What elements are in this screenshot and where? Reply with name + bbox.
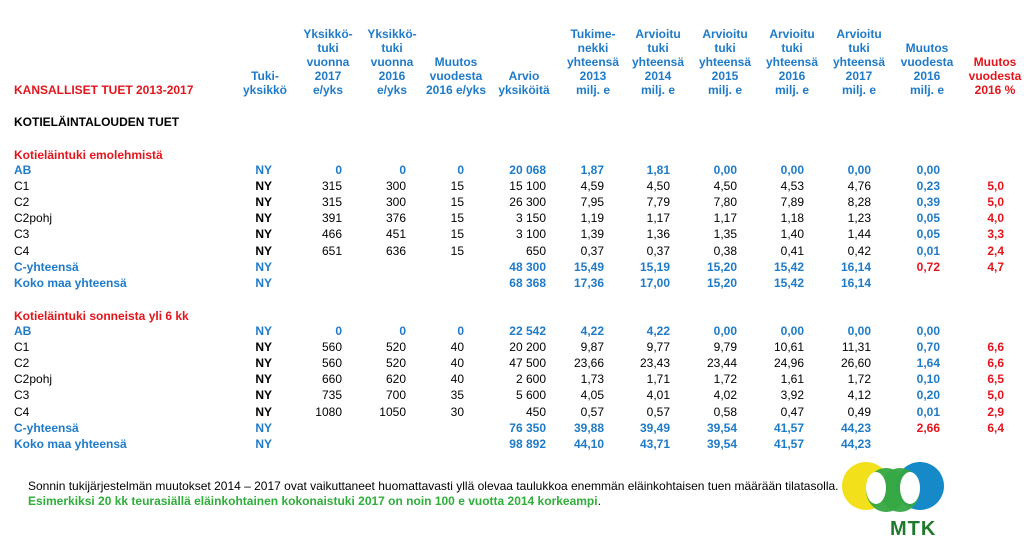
table-cell-y2013: 0,57 — [580, 404, 604, 419]
table-cell-chg: 40 — [450, 356, 464, 371]
footnote-highlight: Esimerkiksi 20 kk teurasiällä eläinkohtainen kokonaistuki 2017 on noin 100 e vuotta 2014 korkeampi — [28, 494, 598, 508]
table-cell-units: 2 600 — [515, 372, 546, 387]
row-label: C3 — [14, 388, 30, 403]
table-cell-y2015: 15,20 — [706, 275, 737, 290]
table-cell-t2016: 0 — [399, 163, 406, 177]
column-header-line: yhteensä — [566, 55, 620, 69]
table-cell-chg: 40 — [450, 340, 464, 355]
column-header-line: 2014 — [644, 69, 672, 83]
table-cell-y2014: 0,37 — [646, 243, 670, 258]
column-header-line: tuki — [848, 41, 870, 55]
column-header-line: 2016 e/yks — [425, 83, 487, 97]
table-cell-y2017: 0,49 — [847, 404, 871, 419]
table-cell-y2017: 44,23 — [840, 420, 871, 435]
table-cell-y2017: 16,14 — [840, 275, 871, 290]
table-cell-units: 15 100 — [509, 179, 546, 194]
table-cell-y2014: 39,49 — [639, 420, 670, 435]
column-header-line: 2016 — [378, 69, 406, 83]
table-cell-y2014: 43,71 — [639, 436, 670, 451]
table-cell-chg_p: 5,0 — [987, 388, 1004, 403]
column-header-line: tuki — [781, 41, 803, 55]
table-cell-y2015: 1,17 — [713, 211, 737, 226]
table-row — [0, 355, 1024, 371]
table-cell-units: 22 542 — [509, 324, 546, 338]
column-header — [484, 69, 564, 97]
table-cell-chg: 15 — [450, 211, 464, 226]
table-cell-unit: NY — [255, 420, 272, 435]
table-cell-t2017: 466 — [321, 227, 342, 242]
table-cell-t2017: 660 — [321, 372, 342, 387]
row-label: C3 — [14, 227, 30, 242]
table-row — [0, 194, 1024, 210]
table-row — [0, 323, 1024, 339]
table-cell-y2015: 4,02 — [713, 388, 737, 403]
row-label: C2pohj — [14, 211, 53, 226]
table-cell-y2015: 39,54 — [706, 420, 737, 435]
table-cell-y2014: 15,19 — [639, 259, 670, 274]
table-cell-y2013: 23,66 — [573, 356, 604, 371]
table-cell-unit: NY — [255, 388, 272, 403]
table-cell-y2016: 1,61 — [780, 372, 804, 387]
column-header-line: e/yks — [376, 83, 408, 97]
table-cell-chg_m: 0,05 — [916, 227, 940, 242]
table-row — [0, 259, 1024, 275]
table-cell-unit: NY — [255, 436, 272, 451]
table-cell-y2017: 1,44 — [847, 227, 871, 242]
table-cell-y2013: 7,95 — [580, 195, 604, 210]
column-header-line: yhteensä — [631, 55, 685, 69]
table-cell-t2016: 620 — [385, 372, 406, 387]
table-cell-t2016: 1050 — [379, 404, 406, 419]
table-cell-chg_p: 2,9 — [987, 404, 1004, 419]
table-row — [0, 243, 1024, 259]
table-cell-y2017: 26,60 — [840, 356, 871, 371]
table-cell-chg_m: 0,39 — [916, 195, 940, 210]
table-cell-chg: 15 — [450, 227, 464, 242]
column-header-line: Tuki- — [251, 69, 279, 83]
table-cell-chg_m: 0,05 — [916, 211, 940, 226]
table-cell-units: 3 150 — [515, 211, 546, 226]
table-row — [0, 387, 1024, 403]
row-label: C4 — [14, 243, 30, 258]
table-cell-y2015: 0,38 — [713, 243, 737, 258]
table-cell-chg_p: 3,3 — [987, 227, 1004, 242]
table-cell-y2015: 0,00 — [713, 163, 737, 177]
row-label: C2pohj — [14, 372, 53, 387]
table-cell-chg: 35 — [450, 388, 464, 403]
table-cell-y2017: 16,14 — [840, 259, 871, 274]
table-cell-y2015: 7,80 — [713, 195, 737, 210]
table-cell-chg_p: 5,0 — [987, 195, 1004, 210]
table-cell-chg_p: 6,5 — [987, 372, 1004, 387]
column-header-line: 2017 — [314, 69, 342, 83]
table-cell-y2014: 4,50 — [646, 179, 670, 194]
row-label: C1 — [14, 179, 30, 194]
column-header-line: yhteensä — [832, 55, 886, 69]
column-header-line: vuodesta — [429, 69, 483, 83]
column-header-line: e/yks — [312, 83, 344, 97]
table-cell-unit: NY — [255, 340, 272, 355]
mtk-logo — [838, 458, 948, 543]
table-cell-unit: NY — [255, 356, 272, 371]
column-header-line: milj. e — [707, 83, 742, 97]
table-cell-y2014: 23,43 — [639, 356, 670, 371]
table-cell-y2013: 17,36 — [573, 275, 604, 290]
table-cell-y2013: 4,05 — [580, 388, 604, 403]
table-cell-chg: 40 — [450, 372, 464, 387]
column-header-line: tuki — [647, 41, 669, 55]
table-cell-units: 5 600 — [515, 388, 546, 403]
table-cell-t2016: 520 — [385, 356, 406, 371]
table-cell-y2017: 44,23 — [840, 436, 871, 451]
column-header-line: yhteensä — [765, 55, 819, 69]
column-header-line: Yksikkö- — [303, 27, 353, 41]
table-cell-chg_m: 2,66 — [916, 420, 940, 435]
table-cell-y2017: 0,00 — [847, 163, 871, 177]
column-header-line: Tukime- — [570, 27, 616, 41]
table-cell-y2016: 10,61 — [773, 340, 804, 355]
table-cell-y2014: 4,01 — [646, 388, 670, 403]
table-cell-chg_m: 0,70 — [916, 340, 940, 355]
table-cell-unit: NY — [255, 275, 272, 290]
table-cell-y2016: 41,57 — [773, 420, 804, 435]
table-cell-t2017: 0 — [335, 324, 342, 338]
table-cell-y2016: 15,42 — [773, 259, 804, 274]
row-label: C2 — [14, 195, 30, 210]
column-header-line: 2016 — [913, 69, 941, 83]
table-cell-unit: NY — [255, 179, 272, 194]
column-header-line: tuki — [317, 41, 339, 55]
table-cell-y2013: 4,59 — [580, 179, 604, 194]
table-cell-chg_m: 1,64 — [916, 356, 940, 371]
table-cell-y2013: 1,73 — [580, 372, 604, 387]
table-cell-y2017: 1,23 — [847, 211, 871, 226]
column-header-line: milj. e — [909, 83, 944, 97]
table-cell-chg_m: 0,10 — [916, 372, 940, 387]
table-cell-y2016: 15,42 — [773, 275, 804, 290]
table-row — [0, 339, 1024, 355]
table-cell-y2016: 0,47 — [780, 404, 804, 419]
table-cell-chg_m: 0,00 — [916, 324, 940, 338]
table-cell-t2016: 636 — [385, 243, 406, 258]
table-cell-y2014: 1,36 — [646, 227, 670, 242]
table-row — [0, 420, 1024, 436]
table-cell-chg_p: 2,4 — [987, 243, 1004, 258]
table-cell-units: 3 100 — [515, 227, 546, 242]
column-header-line: 2015 — [711, 69, 739, 83]
column-header-line: vuonna — [306, 55, 350, 69]
column-header-line: yksiköitä — [498, 83, 550, 97]
column-header-line: Yksikkö- — [367, 27, 417, 41]
table-cell-y2016: 4,53 — [780, 179, 804, 194]
column-header-line: Muutos — [905, 41, 949, 55]
table-cell-t2017: 315 — [321, 179, 342, 194]
row-label: C2 — [14, 356, 30, 371]
table-cell-y2016: 24,96 — [773, 356, 804, 371]
table-cell-unit: NY — [255, 372, 272, 387]
table-cell-t2017: 315 — [321, 195, 342, 210]
column-header-line: 2013 — [579, 69, 607, 83]
table-cell-units: 26 300 — [509, 195, 546, 210]
table-cell-units: 48 300 — [509, 259, 546, 274]
table-cell-t2016: 451 — [385, 227, 406, 242]
table-cell-unit: NY — [255, 243, 272, 258]
table-cell-t2016: 300 — [385, 195, 406, 210]
table-cell-y2014: 7,79 — [646, 195, 670, 210]
table-cell-y2014: 9,77 — [646, 340, 670, 355]
table-cell-y2017: 8,28 — [847, 195, 871, 210]
table-cell-y2015: 0,58 — [713, 404, 737, 419]
table-cell-chg_p: 6,4 — [987, 420, 1004, 435]
table-cell-units: 76 350 — [509, 420, 546, 435]
column-header-line: Muutos — [434, 55, 478, 69]
table-cell-t2017: 651 — [321, 243, 342, 258]
table-cell-y2015: 15,20 — [706, 259, 737, 274]
table-cell-y2014: 4,22 — [646, 324, 670, 338]
table-cell-chg: 15 — [450, 195, 464, 210]
table-cell-chg_m: 0,01 — [916, 404, 940, 419]
table-cell-y2017: 1,72 — [847, 372, 871, 387]
table-cell-t2017: 0 — [335, 163, 342, 177]
table-cell-y2016: 0,00 — [780, 163, 804, 177]
row-label: Koko maa yhteensä — [14, 436, 127, 451]
table-row — [0, 404, 1024, 420]
table-cell-units: 20 200 — [509, 340, 546, 355]
column-header-line: milj. e — [841, 83, 876, 97]
group-title: Kotieläintuki emolehmistä — [14, 148, 163, 162]
table-cell-chg_p: 6,6 — [987, 356, 1004, 371]
table-cell-y2016: 0,00 — [780, 324, 804, 338]
column-header-line: milj. e — [575, 83, 610, 97]
column-header-line: milj. e — [774, 83, 809, 97]
table-cell-y2017: 4,76 — [847, 179, 871, 194]
table-row — [0, 210, 1024, 226]
table-cell-y2013: 4,22 — [580, 324, 604, 338]
table-cell-t2017: 560 — [321, 356, 342, 371]
table-row — [0, 226, 1024, 242]
column-header-line: 2016 — [778, 69, 806, 83]
mtk-logo-text: MTK — [890, 518, 937, 540]
table-cell-chg_m: 0,72 — [916, 259, 940, 274]
table-cell-chg_p: 6,6 — [987, 340, 1004, 355]
table-cell-y2016: 1,18 — [780, 211, 804, 226]
table-cell-y2015: 4,50 — [713, 179, 737, 194]
table-cell-y2015: 1,35 — [713, 227, 737, 242]
row-label: C-yhteensä — [14, 259, 79, 274]
column-header-line: tuki — [381, 41, 403, 55]
table-cell-y2017: 4,12 — [847, 388, 871, 403]
column-header-line: milj. e — [640, 83, 675, 97]
table-cell-y2013: 44,10 — [573, 436, 604, 451]
table-cell-y2016: 7,89 — [780, 195, 804, 210]
footnote — [28, 479, 848, 509]
table-cell-t2017: 1080 — [315, 404, 342, 419]
table-cell-chg_p: 5,0 — [987, 179, 1004, 194]
table-cell-y2013: 9,87 — [580, 340, 604, 355]
column-header-line: Arvioitu — [702, 27, 748, 41]
table-cell-chg_m: 0,20 — [916, 388, 940, 403]
table-cell-unit: NY — [255, 163, 272, 177]
table-cell-y2013: 1,87 — [580, 163, 604, 177]
table-cell-units: 20 068 — [509, 163, 546, 177]
table-row — [0, 371, 1024, 387]
table-cell-chg: 30 — [450, 404, 464, 419]
table-cell-t2016: 700 — [385, 388, 406, 403]
row-label: AB — [14, 324, 32, 338]
column-header-line: 2016 % — [974, 83, 1016, 97]
table-cell-t2016: 0 — [399, 324, 406, 338]
table-cell-chg: 0 — [457, 324, 464, 338]
table-cell-unit: NY — [255, 227, 272, 242]
table-cell-y2017: 11,31 — [841, 340, 871, 355]
table-cell-chg_p: 4,7 — [987, 259, 1004, 274]
table-cell-t2017: 560 — [321, 340, 342, 355]
row-label: C4 — [14, 404, 30, 419]
table-cell-y2017: 0,00 — [847, 324, 871, 338]
footnote-end: . — [597, 494, 601, 508]
table-cell-t2017: 391 — [321, 211, 342, 226]
table-cell-unit: NY — [255, 259, 272, 274]
table-cell-y2013: 15,49 — [573, 259, 604, 274]
column-header-line: Arvioitu — [769, 27, 815, 41]
table-cell-y2013: 1,19 — [580, 211, 604, 226]
table-cell-chg: 0 — [457, 163, 464, 177]
table-cell-y2016: 3,92 — [780, 388, 804, 403]
table-cell-t2016: 520 — [385, 340, 406, 355]
table-cell-y2014: 1,81 — [646, 163, 670, 177]
table-cell-y2014: 1,71 — [646, 372, 670, 387]
column-header-line: Arvioitu — [635, 27, 681, 41]
column-header-line: vuodesta — [900, 55, 954, 69]
table-cell-y2015: 1,72 — [713, 372, 737, 387]
table-cell-unit: NY — [255, 195, 272, 210]
table-cell-y2014: 17,00 — [639, 275, 670, 290]
row-label: C-yhteensä — [14, 420, 79, 435]
table-cell-y2015: 0,00 — [713, 324, 737, 338]
column-header-line: Arvio — [508, 69, 540, 83]
column-header-line: Arvioitu — [836, 27, 882, 41]
table-cell-chg: 15 — [450, 179, 464, 194]
column-header — [955, 55, 1024, 97]
column-header-line: vuonna — [370, 55, 414, 69]
table-cell-chg: 15 — [450, 243, 464, 258]
column-header-line: Muutos — [973, 55, 1017, 69]
table-cell-units: 68 368 — [509, 275, 546, 290]
table-cell-units: 98 892 — [509, 436, 546, 451]
table-cell-t2017: 735 — [321, 388, 342, 403]
table-cell-y2014: 1,17 — [646, 211, 670, 226]
table-cell-units: 47 500 — [509, 356, 546, 371]
table-row — [0, 436, 1024, 452]
column-header-line: vuodesta — [968, 69, 1022, 83]
table-cell-y2013: 39,88 — [573, 420, 604, 435]
table-cell-t2016: 300 — [385, 179, 406, 194]
table-cell-chg_m: 0,00 — [916, 163, 940, 177]
footnote-text: Sonnin tukijärjestelmän muutokset 2014 – 2017 ovat vaikuttaneet huomattavasti yllä olevaa taulukkoa enemmän eläinkohtaisen tuen määrään tilatasolla. — [28, 479, 839, 493]
column-header-line: nekki — [577, 41, 609, 55]
row-label: C1 — [14, 340, 30, 355]
table-cell-units: 450 — [525, 404, 546, 419]
column-header-line: yksikkö — [242, 83, 288, 97]
table-cell-y2014: 0,57 — [646, 404, 670, 419]
table-cell-y2017: 0,42 — [847, 243, 871, 258]
table-cell-t2016: 376 — [385, 211, 406, 226]
table-cell-units: 650 — [525, 243, 546, 258]
table-cell-unit: NY — [255, 324, 272, 338]
table-cell-chg_p: 4,0 — [987, 211, 1004, 226]
table-title: KANSALLISET TUET 2013-2017 — [14, 83, 194, 97]
table-cell-y2016: 41,57 — [773, 436, 804, 451]
row-label: Koko maa yhteensä — [14, 275, 127, 290]
table-cell-unit: NY — [255, 404, 272, 419]
column-header-line: 2017 — [845, 69, 873, 83]
table-row — [0, 275, 1024, 291]
column-header-line: yhteensä — [698, 55, 752, 69]
group-title: Kotieläintuki sonneista yli 6 kk — [14, 309, 189, 323]
column-header-line: tuki — [714, 41, 736, 55]
table-cell-y2015: 9,79 — [713, 340, 737, 355]
table-cell-chg_m: 0,23 — [916, 179, 940, 194]
table-cell-y2016: 1,40 — [780, 227, 804, 242]
table-cell-unit: NY — [255, 211, 272, 226]
table-cell-y2016: 0,41 — [780, 243, 804, 258]
table-row — [0, 178, 1024, 194]
table-cell-y2013: 0,37 — [580, 243, 604, 258]
table-cell-y2015: 39,54 — [706, 436, 737, 451]
table-cell-y2015: 23,44 — [706, 356, 737, 371]
section-heading: KOTIELÄINTALOUDEN TUET — [14, 115, 180, 129]
table-cell-chg_m: 0,01 — [916, 243, 940, 258]
row-label: AB — [14, 163, 32, 177]
table-row — [0, 162, 1024, 178]
table-cell-y2013: 1,39 — [580, 227, 604, 242]
